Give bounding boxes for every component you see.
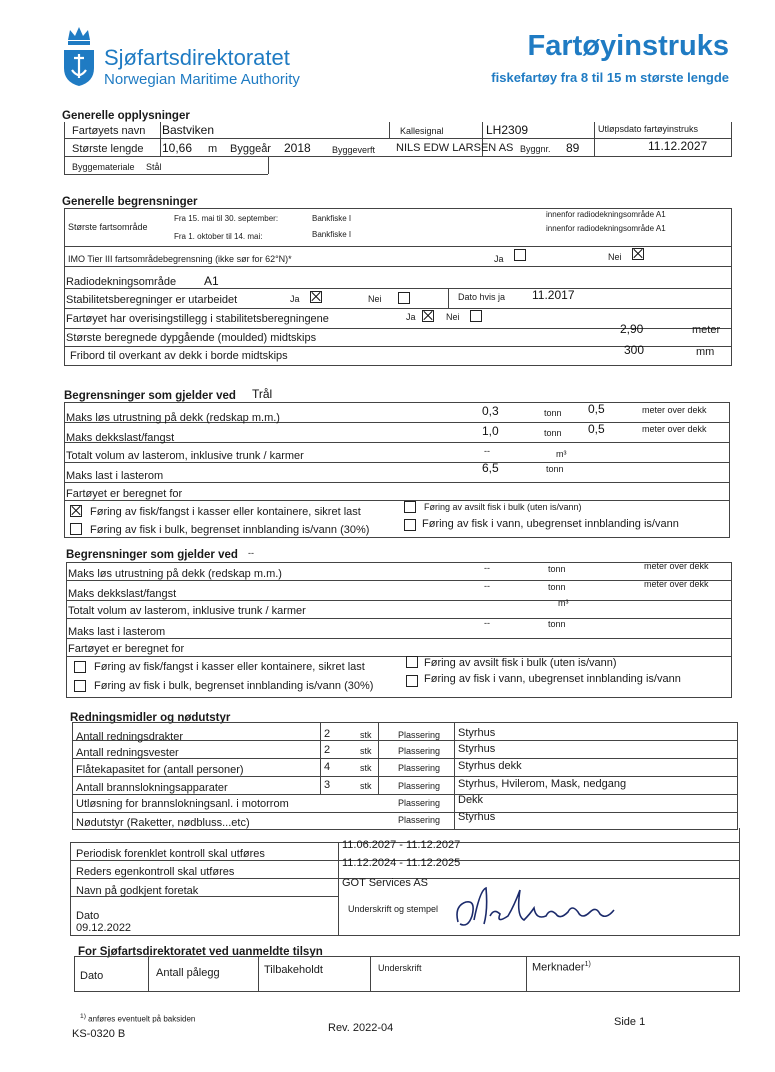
icing-ja-label: Ja	[406, 312, 416, 322]
rescue-row-placement-label: Plassering	[398, 781, 441, 791]
gear2-deck-label: Maks dekkslast/fangst	[68, 588, 177, 600]
icing-ja-checkbox[interactable]	[422, 310, 434, 322]
rescue-row-stk: stk	[360, 746, 372, 756]
agency-name: Sjøfartsdirektoratet	[104, 45, 290, 70]
length-unit: m	[208, 143, 218, 155]
rescue-emergency-placement-label: Plassering	[398, 815, 441, 825]
freeboard-unit: mm	[696, 346, 715, 358]
gear1-opt4-label: Føring av fisk i vann, ubegrenset innblanding is/vann	[422, 518, 679, 530]
period-winter-radio: innenfor radiodekningsområde A1	[546, 224, 666, 233]
gear2-section-title: Begrensninger som gjelder ved	[66, 549, 238, 561]
limits-section-title: Generelle begrensninger	[62, 196, 198, 208]
control-date-value: 09.12.2022	[76, 922, 132, 934]
gear1-opt1-checkbox[interactable]	[70, 505, 82, 517]
footnote: $^{1)}$ anføres eventuelt på baksiden	[80, 1013, 196, 1024]
rescue-row-place: Styrhus	[458, 743, 496, 755]
yard-label: Byggeverft	[332, 145, 376, 155]
expiry-value: 11.12.2027	[648, 139, 708, 153]
icing-nei-label: Nei	[446, 312, 460, 322]
rescue-row-stk: stk	[360, 763, 372, 773]
gear2-opt2-checkbox[interactable]	[74, 680, 86, 692]
freeboard-label: Fribord til overkant av dekk i borde midtskips	[70, 350, 288, 362]
gear1-opt2-checkbox[interactable]	[70, 523, 82, 535]
gear1-opt3-label: Føring av avsilt fisk i bulk (uten is/vann)	[424, 502, 582, 512]
build-year-label: Byggeår	[230, 143, 271, 155]
gear2-opt4-checkbox[interactable]	[406, 675, 418, 687]
owner-control-label: Reders egenkontroll skal utføres	[76, 866, 235, 878]
gear1-opt2-label: Føring av fisk i bulk, begrenset innblanding is/vann (30%)	[90, 524, 370, 536]
gear2-volume-label: Totalt volum av lasterom, inklusive trunk / karmer	[68, 605, 306, 617]
period-summer-radio: innenfor radiodekningsområde A1	[546, 210, 666, 219]
inspection-section-title: For Sjøfartsdirektoratet ved uanmeldte tilsyn	[78, 946, 323, 958]
gear2-loose-height-unit: meter over dekk	[644, 561, 709, 571]
stability-nei-label: Nei	[368, 294, 382, 304]
draft-value: 2,90	[620, 322, 644, 336]
gear2-loose-value: --	[484, 563, 490, 573]
icing-nei-checkbox[interactable]	[470, 310, 482, 322]
inspection-col-date: Dato	[80, 970, 104, 982]
rescue-emergency-place: Styrhus	[458, 811, 496, 823]
rescue-row-placement-label: Plassering	[398, 763, 441, 773]
gear1-volume-unit: m³	[556, 449, 567, 459]
gear1-opt1-label: Føring av fisk/fangst i kasser eller kontainere, sikret last	[90, 506, 361, 518]
radio-area-value: A1	[204, 274, 219, 288]
material-value: Stål	[146, 162, 162, 172]
gear2-hold-value: --	[484, 618, 490, 628]
document-subtitle: fiskefartøy fra 8 til 15 m største lengde	[491, 70, 729, 85]
gear1-deck-height: 0,5	[588, 422, 605, 436]
gear1-hold-label: Maks last i lasterom	[66, 470, 164, 482]
rescue-row-label: Antall redningsvester	[76, 747, 179, 759]
signature-label: Underskrift og stempel	[348, 904, 439, 914]
rescue-emergency-label: Nødutstyr (Raketter, nødbluss...etc)	[76, 817, 250, 829]
rescue-row-count: 2	[324, 728, 331, 740]
inspection-col-held: Tilbakeholdt	[264, 964, 323, 976]
gear1-volume-label: Totalt volum av lasterom, inklusive trunk / karmer	[66, 450, 304, 462]
rescue-section-title: Redningsmidler og nødutstyr	[70, 712, 231, 724]
imo-tier-label: IMO Tier III fartsområdebegrensning (ikke sør for 62°N)*	[68, 254, 292, 264]
icing-label: Fartøyet har overisingstillegg i stabilitetsberegningene	[66, 313, 329, 325]
approved-company-value: GOT Services AS	[342, 877, 428, 889]
stability-nei-checkbox[interactable]	[398, 292, 410, 304]
call-sign-label: Kallesignal	[400, 126, 444, 136]
owner-control-value: 11.12.2024 - 11.12.2025	[342, 857, 461, 869]
draft-unit: meter	[692, 324, 721, 336]
approved-company-label: Navn på godkjent foretak	[76, 885, 199, 897]
stability-date-label: Dato hvis ja	[458, 292, 506, 302]
gear1-opt3-checkbox[interactable]	[404, 501, 416, 513]
gear2-opt3-checkbox[interactable]	[406, 656, 418, 668]
revision: Rev. 2022-04	[328, 1022, 394, 1034]
yard-value: NILS EDW LARSEN AS	[396, 142, 514, 154]
gear2-calc-label: Fartøyet er beregnet for	[68, 643, 185, 655]
rescue-row-place: Styrhus, Hvilerom, Mask, nedgang	[458, 778, 627, 790]
document-title: Fartøyinstruks	[527, 30, 729, 62]
gear2-opt1-label: Føring av fisk/fangst i kasser eller kontainere, sikret last	[94, 661, 365, 673]
inspection-col-notes: Merknader$^{1)}$	[532, 961, 591, 974]
imo-nei-label: Nei	[608, 252, 622, 262]
gear1-loose-unit: tonn	[544, 408, 562, 418]
gear2-hold-label: Maks last i lasterom	[68, 626, 166, 638]
build-number-value: 89	[566, 141, 580, 155]
gear1-hold-unit: tonn	[546, 464, 564, 474]
imo-ja-label: Ja	[494, 254, 504, 264]
gear1-deck-height-unit: meter over dekk	[642, 424, 707, 434]
gear2-deck-unit: tonn	[548, 582, 566, 592]
freeboard-value: 300	[624, 343, 645, 357]
length-value: 10,66	[162, 141, 193, 155]
gear1-section-title: Begrensninger som gjelder ved	[64, 390, 236, 402]
material-label: Byggemateriale	[72, 162, 135, 172]
imo-nei-checkbox[interactable]	[632, 248, 644, 260]
gear2-type: --	[248, 548, 254, 558]
radio-area-label: Radiodekningsområde	[66, 276, 177, 288]
gear1-calc-label: Fartøyet er beregnet for	[66, 488, 183, 500]
rescue-row-stk: stk	[360, 730, 372, 740]
form-code: KS-0320 B	[72, 1028, 126, 1040]
rescue-row-count: 4	[324, 761, 331, 773]
max-area-label: Største fartsområde	[68, 222, 148, 232]
gear2-opt1-checkbox[interactable]	[74, 661, 86, 673]
build-year-value: 2018	[284, 141, 311, 155]
control-date-label: Dato	[76, 910, 100, 922]
gear1-opt4-checkbox[interactable]	[404, 519, 416, 531]
rescue-row-place: Styrhus dekk	[458, 760, 522, 772]
agency-name-english: Norwegian Maritime Authority	[104, 71, 300, 88]
call-sign-value: LH2309	[486, 123, 529, 137]
rescue-release-label: Utløsning for brannslokningsanl. i motorrom	[76, 798, 289, 810]
crown-anchor-logo-icon	[60, 24, 98, 88]
stability-ja-label: Ja	[290, 294, 300, 304]
inspection-col-sign: Underskrift	[378, 963, 422, 973]
period-winter-area: Bankfiske I	[312, 230, 352, 239]
gear2-volume-unit: m³	[558, 598, 569, 608]
rescue-row-stk: stk	[360, 781, 372, 791]
rescue-row-label: Antall brannslokningsapparater	[76, 782, 228, 794]
rescue-row-placement-label: Plassering	[398, 746, 441, 756]
page-number: Side 1	[614, 1016, 646, 1028]
periodic-control-label: Periodisk forenklet kontroll skal utføres	[76, 848, 265, 860]
stability-ja-checkbox[interactable]	[310, 291, 322, 303]
gear1-deck-value: 1,0	[482, 424, 499, 438]
rescue-row-count: 3	[324, 779, 331, 791]
period-winter: Fra 1. oktober til 14. mai:	[174, 232, 263, 241]
stability-label: Stabilitetsberegninger er utarbeidet	[66, 294, 238, 306]
length-label: Største lengde	[72, 143, 144, 155]
periodic-control-value: 11.06.2027 - 11.12.2027	[342, 839, 461, 851]
rescue-row-label: Antall redningsdrakter	[76, 731, 184, 743]
gear2-loose-unit: tonn	[548, 564, 566, 574]
inspection-col-orders: Antall pålegg	[156, 967, 220, 979]
rescue-release-placement-label: Plassering	[398, 798, 441, 808]
handwritten-signature	[450, 880, 620, 932]
gear1-hold-value: 6,5	[482, 461, 499, 475]
rescue-release-place: Dekk	[458, 794, 484, 806]
gear2-loose-label: Maks løs utrustning på dekk (redskap m.m.)	[68, 568, 282, 580]
gear1-loose-height: 0,5	[588, 402, 605, 416]
gear1-loose-value: 0,3	[482, 404, 499, 418]
gear1-deck-unit: tonn	[544, 428, 562, 438]
gear1-loose-height-unit: meter over dekk	[642, 405, 707, 415]
vessel-name-value: Bastviken	[162, 123, 215, 137]
gear2-opt3-label: Føring av avsilt fisk i bulk (uten is/vann)	[424, 657, 617, 669]
agency-logo	[60, 24, 98, 88]
build-number-label: Byggnr.	[520, 144, 551, 154]
vessel-name-label: Fartøyets navn	[72, 125, 146, 137]
rescue-row-place: Styrhus	[458, 727, 496, 739]
gear2-hold-unit: tonn	[548, 619, 566, 629]
rescue-row-count: 2	[324, 744, 331, 756]
gear2-deck-value: --	[484, 581, 490, 591]
period-summer: Fra 15. mai til 30. september:	[174, 214, 279, 223]
general-section-title: Generelle opplysninger	[62, 110, 190, 122]
gear2-opt4-label: Føring av fisk i vann, ubegrenset innblanding is/vann	[424, 673, 681, 685]
gear1-deck-label: Maks dekkslast/fangst	[66, 432, 175, 444]
rescue-row-label: Flåtekapasitet for (antall personer)	[76, 764, 244, 776]
period-summer-area: Bankfiske I	[312, 214, 352, 223]
stability-date-value: 11.2017	[532, 288, 575, 302]
expiry-label: Utløpsdato fartøyinstruks	[598, 124, 699, 134]
gear1-volume-value: --	[484, 446, 490, 456]
gear1-loose-label: Maks løs utrustning på dekk (redskap m.m.)	[66, 412, 280, 424]
gear2-deck-height-unit: meter over dekk	[644, 579, 709, 589]
gear1-type: Trål	[252, 387, 273, 401]
gear2-opt2-label: Føring av fisk i bulk, begrenset innblanding is/vann (30%)	[94, 680, 374, 692]
imo-ja-checkbox[interactable]	[514, 249, 526, 261]
draft-label: Største beregnede dypgående (moulded) midtskips	[66, 332, 317, 344]
rescue-row-placement-label: Plassering	[398, 730, 441, 740]
